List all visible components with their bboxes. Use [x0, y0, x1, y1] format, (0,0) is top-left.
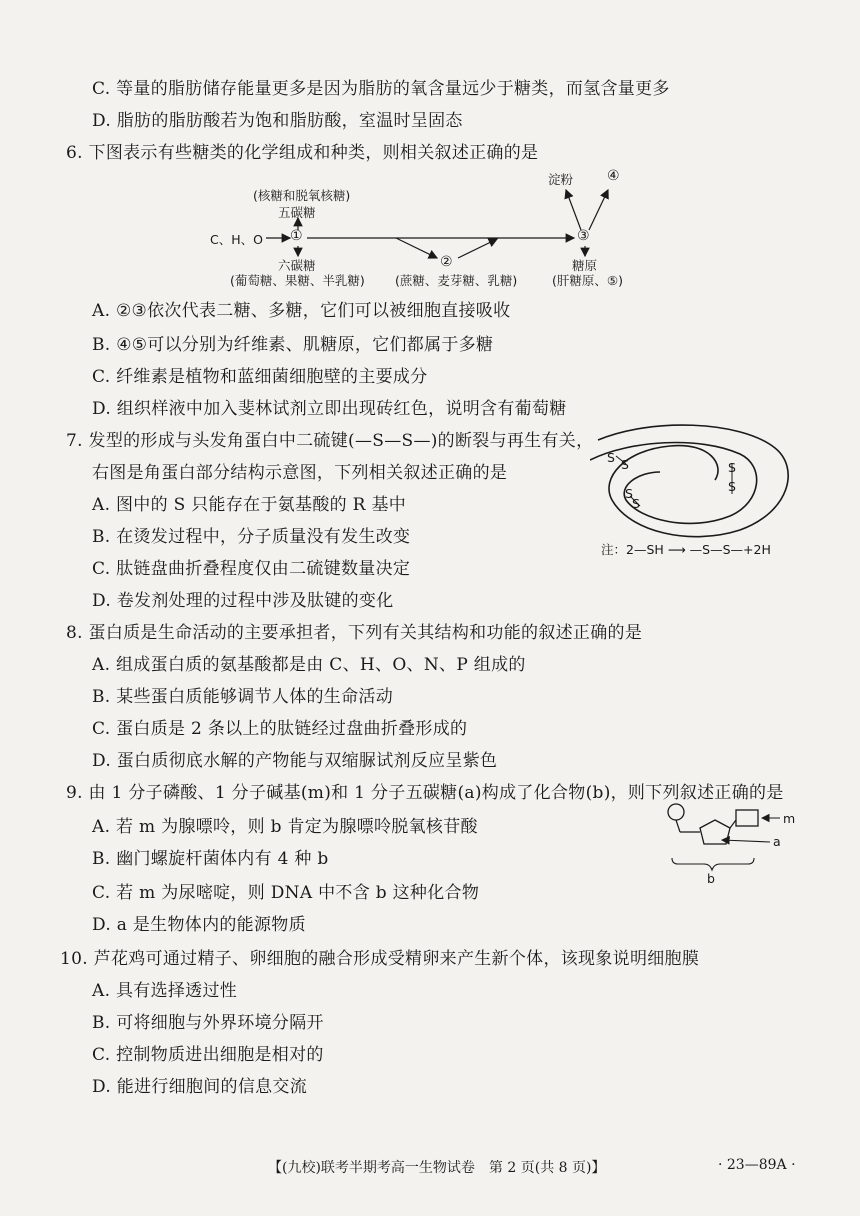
glycogen-label: 糖原	[572, 258, 598, 273]
q9-stem: 9. 由 1 分子磷酸、1 分子碱基(m)和 1 分子五碳糖(a)构成了化合物(b)，则下列叙述正确的是	[66, 783, 784, 803]
q7-stem-line2: 右图是角蛋白部分结构示意图，下列相关叙述正确的是	[92, 463, 508, 483]
s-bond-2b: S	[728, 479, 736, 494]
q7-option-d: D. 卷发剂处理的过程中涉及肽键的变化	[92, 591, 394, 611]
s-bond-1b: S	[621, 457, 629, 472]
starch-label: 淀粉	[548, 172, 574, 187]
pentose-note: (核糖和脱氧核糖)	[253, 188, 351, 203]
q6-stem: 6. 下图表示有些糖类的化学组成和种类，则相关叙述正确的是	[66, 143, 539, 163]
q10-option-c: C. 控制物质进出细胞是相对的	[92, 1045, 324, 1065]
label-m: m	[783, 811, 796, 826]
glycogen-note: (肝糖原、⑤)	[552, 273, 623, 288]
nucleotide-structure-drawing	[660, 800, 820, 890]
q9-option-d: D. a 是生物体内的能源物质	[92, 915, 306, 935]
node-3: ③	[577, 228, 590, 244]
q9-option-a: A. 若 m 为腺嘌呤，则 b 肯定为腺嘌呤脱氧核苷酸	[92, 817, 478, 837]
label-b: b	[707, 871, 715, 886]
q6-option-b: B. ④⑤可以分别为纤维素、肌糖原，它们都属于多糖	[92, 335, 494, 355]
q7-stem-line1: 7. 发型的形成与头发角蛋白中二硫键(—S—S—)的断裂与再生有关，	[66, 431, 594, 451]
hexose-label: 六碳糖	[278, 258, 316, 273]
elements-label: C、H、O	[210, 232, 263, 247]
footer-title: 【(九校)联考半期考高一生物试卷 第 2 页(共 8 页)】	[268, 1160, 606, 1176]
keratin-structure-drawing	[590, 420, 810, 550]
q8-option-d: D. 蛋白质彻底水解的产物能与双缩脲试剂反应呈紫色	[92, 751, 498, 771]
q8-stem: 8. 蛋白质是生命活动的主要承担者，下列有关其结构和功能的叙述正确的是	[66, 623, 643, 643]
s-bond-3b: S	[632, 496, 640, 511]
q6-option-d: D. 组织样液中加入斐林试剂立即出现砖红色，说明含有葡萄糖	[92, 399, 567, 419]
hexose-note: (葡萄糖、果糖、半乳糖)	[230, 273, 365, 288]
q10-option-b: B. 可将细胞与外界环境分隔开	[92, 1013, 324, 1033]
node-4: ④	[607, 168, 620, 184]
q5-option-c: C. 等量的脂肪储存能量更多是因为脂肪的氧含量远少于糖类，而氢含量更多	[92, 79, 670, 99]
footer-code: · 23—89A ·	[718, 1157, 796, 1173]
s-bond-2a: S	[728, 460, 736, 475]
q5-option-d: D. 脂肪的脂肪酸若为饱和脂肪酸，室温时呈固态	[92, 111, 463, 131]
q6-option-c: C. 纤维素是植物和蓝细菌细胞壁的主要成分	[92, 367, 428, 387]
q10-stem: 10. 芦花鸡可通过精子、卵细胞的融合形成受精卵来产生新个体，该现象说明细胞膜	[60, 949, 700, 969]
node-1: ①	[290, 228, 303, 244]
q8-option-b: B. 某些蛋白质能够调节人体的生命活动	[92, 687, 393, 707]
q7-option-a: A. 图中的 S 只能存在于氨基酸的 R 基中	[92, 495, 407, 515]
keratin-note: 注：2—SH ⟶ —S—S—+2H	[601, 542, 771, 557]
q6-option-a: A. ②③依次代表二糖、多糖，它们可以被细胞直接吸收	[92, 301, 511, 321]
s-bond-1a: S	[607, 450, 615, 465]
disaccharide-note: (蔗糖、麦芽糖、乳糖)	[395, 273, 518, 288]
q7-option-c: C. 肽链盘曲折叠程度仅由二硫键数量决定	[92, 559, 411, 579]
label-a: a	[773, 834, 781, 849]
node-2: ②	[440, 254, 453, 270]
q8-option-c: C. 蛋白质是 2 条以上的肽链经过盘曲折叠形成的	[92, 719, 468, 739]
q10-option-d: D. 能进行细胞间的信息交流	[92, 1077, 308, 1097]
q9-option-b: B. 幽门螺旋杆菌体内有 4 种 b	[92, 849, 329, 869]
s-bond-3a: S	[625, 486, 633, 501]
q10-option-a: A. 具有选择透过性	[92, 981, 238, 1001]
q8-option-a: A. 组成蛋白质的氨基酸都是由 C、H、O、N、P 组成的	[92, 655, 526, 675]
q9-option-c: C. 若 m 为尿嘧啶，则 DNA 中不含 b 这种化合物	[92, 883, 480, 903]
pentose-label: 五碳糖	[278, 205, 316, 220]
q7-option-b: B. 在烫发过程中，分子质量没有发生改变	[92, 527, 411, 547]
